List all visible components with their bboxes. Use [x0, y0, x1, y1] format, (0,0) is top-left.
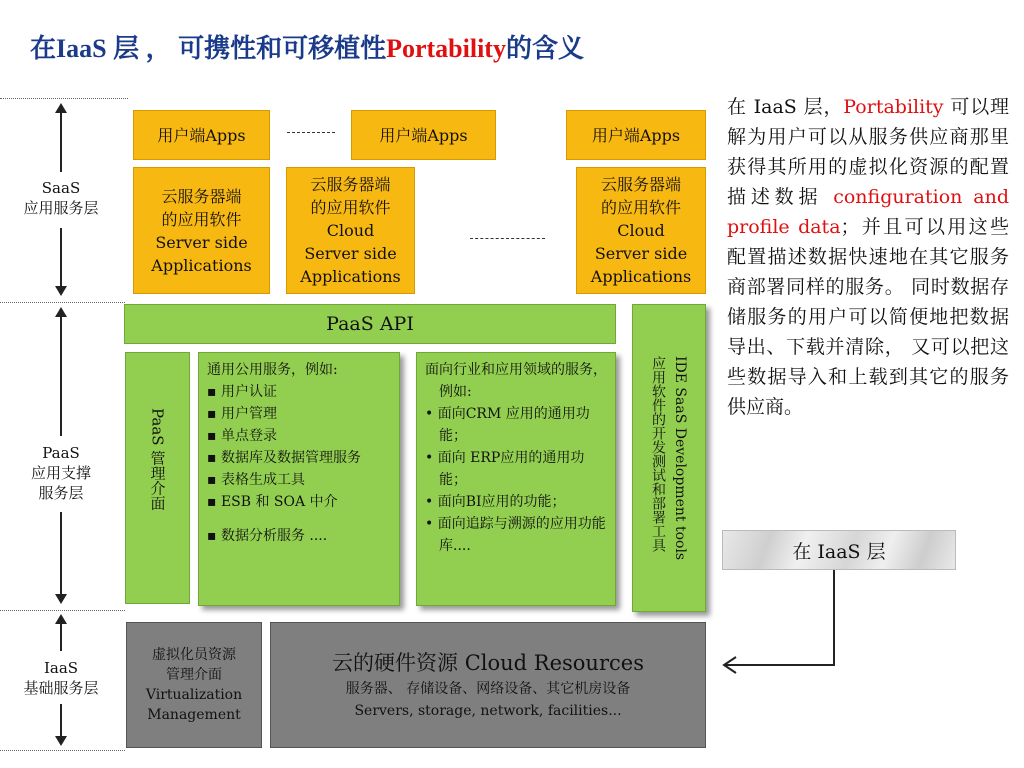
callout-arrow — [700, 565, 860, 675]
paas-mgmt-box: PaaS 管理介面 — [125, 352, 190, 604]
arrow-line — [60, 228, 62, 288]
paas-api-bar: PaaS API — [124, 304, 616, 344]
user-app-box-1: 用户端Apps — [133, 110, 270, 160]
divider-top — [0, 98, 128, 99]
portability-explanation: 在 IaaS 层，Portability 可以理解为用户可以从服务供应商那里获得其所用的虚拟化资源的配置描述数据 configuration and profile data；并且可以用这些配置描述数据快速地在其它服务商部署同样的服务。 同时数据存储服务的用户可以简便地把数据导出、下载并清除， 又可以把这些数据导入和上载到其它的服务供应商。 — [727, 96, 1009, 418]
ide-tools-box — [632, 304, 706, 612]
server-app-box-1: 云服务器端 的应用软件 Server side Applications — [133, 167, 270, 294]
iaas-callout-label: 在 IaaS 层 — [722, 530, 956, 570]
arrow-down-icon — [55, 286, 67, 296]
user-app-box-3: 用户端Apps — [566, 110, 706, 160]
title-part3: 的含义 — [505, 34, 584, 63]
title-portability: Portability — [386, 34, 506, 63]
virtualization-mgmt-box: 虚拟化员资源 管理介面 Virtualization Management — [126, 622, 262, 748]
title-part1: 在IaaS 层 ， 可携性和可移植性 — [30, 34, 387, 63]
industry-services-box: 面向行业和应用领域的服务， 例如: • 面向CRM 应用的通用功能； • 面向 ERP应用的通用功能； • 面向BI应用的功能； • 面向追踪与溯源的应用功能库.... — [416, 352, 616, 606]
arrow-line — [60, 112, 62, 172]
general-services-box: 通用公用服务，例如: ▪ 用户认证 ▪ 用户管理 ▪ 单点登录 ▪ 数据库及数据管理服务 ▪ 表格生成工具 ▪ ESB 和 SOA 中介 ▪ 数据分析服务 .... — [198, 352, 400, 606]
arrow-line — [60, 704, 62, 738]
page-title — [30, 28, 584, 65]
divider-paas-iaas — [0, 610, 125, 611]
arrow-line — [60, 512, 62, 596]
paas-layer-label: PaaS 应用支撑 服务层 — [30, 444, 91, 502]
arrow-down-icon — [55, 594, 67, 604]
iaas-layer-label: IaaS 基础服务层 — [23, 659, 99, 697]
saas-layer-label: SaaS 应用服务层 — [23, 179, 99, 217]
cloud-resources-title: 云的硬件资源 Cloud Resources — [332, 651, 644, 675]
ide-tools-line1: IDE SaaS Development tools — [672, 355, 688, 561]
server-app-box-2: 云服务器端 的应用软件 Cloud Server side Applications — [286, 167, 415, 294]
dashed-connector — [287, 132, 335, 133]
dashed-connector — [470, 238, 545, 239]
arrow-line — [60, 316, 62, 436]
divider-bottom — [0, 750, 125, 751]
ide-tools-line2: 应用软件的开发测试和部署工具 — [650, 355, 666, 552]
divider-saas-paas — [0, 302, 125, 303]
arrow-down-icon — [55, 736, 67, 746]
arrow-line — [60, 623, 62, 651]
server-app-box-3: 云服务器端 的应用软件 Cloud Server side Applications — [576, 167, 706, 294]
cloud-resources-box: 云的硬件资源 Cloud Resources 服务器、 存储设备、网络设备、其它机房设备 Servers, storage, network, facilities... — [270, 622, 706, 748]
user-app-box-2: 用户端Apps — [351, 110, 496, 160]
